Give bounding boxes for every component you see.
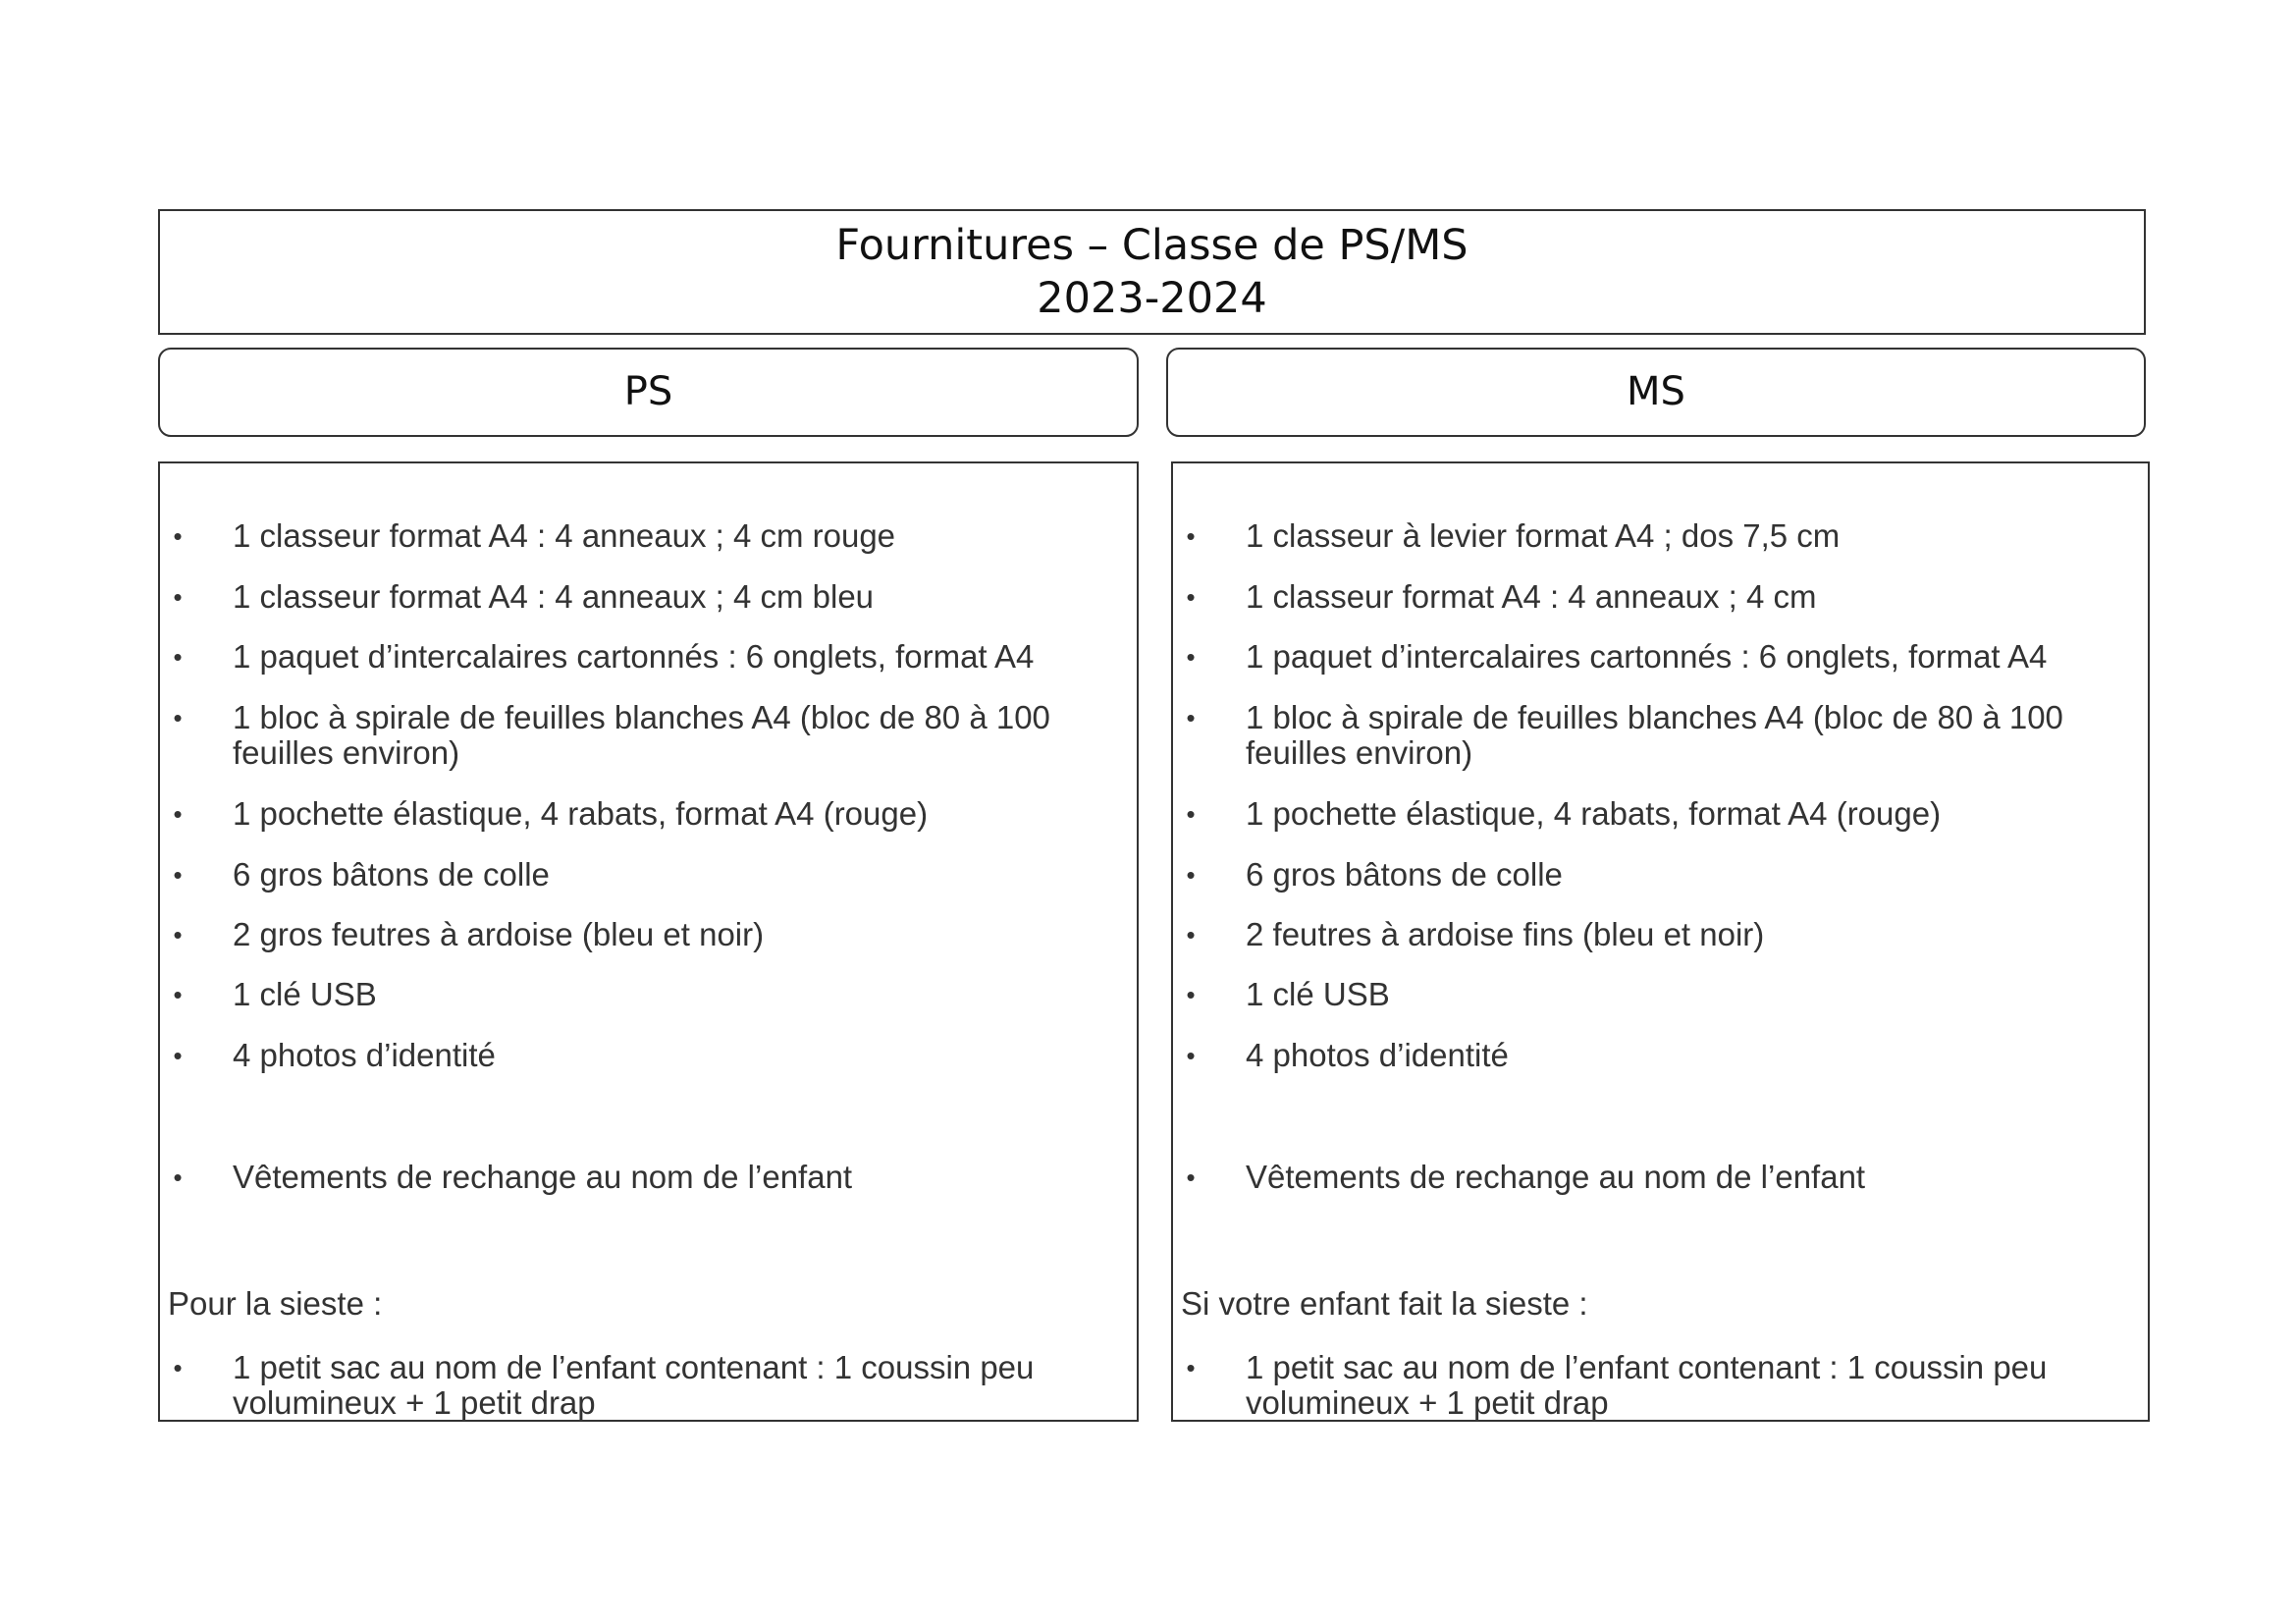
list-item: • 1 clé USB <box>160 977 1137 1012</box>
list-item: • 1 bloc à spirale de feuilles blanches A4 (bloc de 80 à 100 feuilles environ) <box>1173 700 2148 771</box>
bullet-icon: • <box>1186 642 1196 672</box>
column-heading-ps: PS <box>158 348 1139 437</box>
page-title: Fournitures – Classe de PS/MS <box>835 221 1468 270</box>
bullet-icon: • <box>173 920 183 949</box>
list-item: • 4 photos d’identité <box>1173 1038 2148 1073</box>
list-item: • 6 gros bâtons de colle <box>1173 857 2148 893</box>
list-item: • 1 classeur à levier format A4 ; dos 7,5 cm <box>1173 518 2148 554</box>
bullet-icon: • <box>173 860 183 890</box>
bullet-icon: • <box>173 582 183 612</box>
list-item: • 1 paquet d’intercalaires cartonnés : 6 onglets, format A4 <box>1173 639 2148 675</box>
bullet-icon: • <box>1186 1163 1196 1192</box>
list-item: • 4 photos d’identité <box>160 1038 1137 1073</box>
bullet-icon: • <box>1186 860 1196 890</box>
list-item: • Vêtements de rechange au nom de l’enfant <box>1173 1160 2148 1195</box>
bullet-icon: • <box>1186 521 1196 551</box>
page-title-box <box>158 209 2146 335</box>
list-item: • 1 paquet d’intercalaires cartonnés : 6 onglets, format A4 <box>160 639 1137 675</box>
school-year: 2023-2024 <box>1037 274 1267 323</box>
list-item: • 1 classeur format A4 : 4 anneaux ; 4 cm bleu <box>160 579 1137 615</box>
bullet-icon: • <box>173 521 183 551</box>
list-item: • Vêtements de rechange au nom de l’enfant <box>160 1160 1137 1195</box>
list-item: • 1 classeur format A4 : 4 anneaux ; 4 cm rouge <box>160 518 1137 554</box>
sieste-label: Pour la sieste : <box>168 1285 383 1322</box>
bullet-icon: • <box>1186 1353 1196 1382</box>
bullet-icon: • <box>1186 582 1196 612</box>
bullet-icon: • <box>173 1163 183 1192</box>
list-item: • 1 pochette élastique, 4 rabats, format A4 (rouge) <box>160 796 1137 832</box>
list-item: • 6 gros bâtons de colle <box>160 857 1137 893</box>
sieste-label: Si votre enfant fait la sieste : <box>1181 1285 1588 1322</box>
list-item: • 1 classeur format A4 : 4 anneaux ; 4 cm <box>1173 579 2148 615</box>
bullet-icon: • <box>173 642 183 672</box>
column-heading-ms: MS <box>1166 348 2146 437</box>
list-item: • 2 feutres à ardoise fins (bleu et noir) <box>1173 917 2148 952</box>
bullet-icon: • <box>1186 920 1196 949</box>
bullet-icon: • <box>1186 799 1196 829</box>
bullet-icon: • <box>1186 703 1196 732</box>
supply-list-ms <box>1171 461 2150 1422</box>
bullet-icon: • <box>1186 980 1196 1009</box>
list-item: • 2 gros feutres à ardoise (bleu et noir) <box>160 917 1137 952</box>
list-item: • 1 petit sac au nom de l’enfant contenant : 1 coussin peu volumineux + 1 petit drap <box>1173 1350 2148 1421</box>
supply-list-ps <box>158 461 1139 1422</box>
list-item: • 1 pochette élastique, 4 rabats, format A4 (rouge) <box>1173 796 2148 832</box>
bullet-icon: • <box>173 799 183 829</box>
list-item: • 1 clé USB <box>1173 977 2148 1012</box>
list-item: • 1 bloc à spirale de feuilles blanches A4 (bloc de 80 à 100 feuilles environ) <box>160 700 1137 771</box>
bullet-icon: • <box>1186 1041 1196 1070</box>
bullet-icon: • <box>173 703 183 732</box>
list-item: • 1 petit sac au nom de l’enfant contenant : 1 coussin peu volumineux + 1 petit drap <box>160 1350 1137 1421</box>
bullet-icon: • <box>173 1353 183 1382</box>
bullet-icon: • <box>173 980 183 1009</box>
bullet-icon: • <box>173 1041 183 1070</box>
